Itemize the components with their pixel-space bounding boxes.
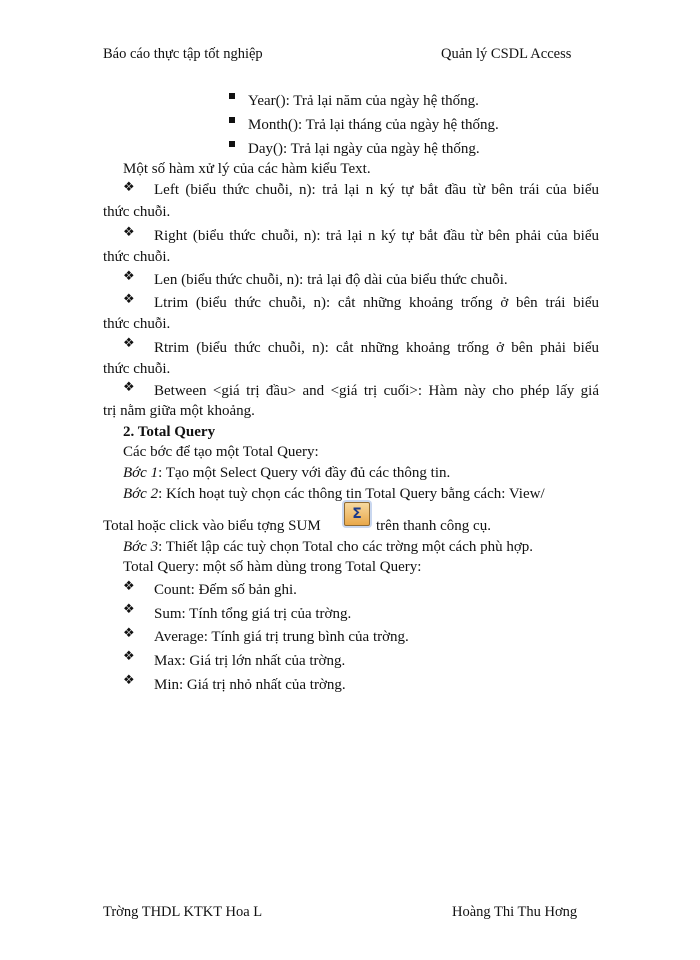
diamond-bullet-icon: ❖ <box>123 269 135 284</box>
list-item-left-cont: thức chuỗi. <box>103 204 171 220</box>
diamond-bullet-icon: ❖ <box>123 180 135 195</box>
step-2-label: Bớc 2 <box>123 486 159 502</box>
square-bullet-icon <box>229 141 235 147</box>
sum-icon: Σ <box>344 502 370 526</box>
step-3-text: : Thiết lập các tuỳ chọn Total cho các trờng một cách phù hợp. <box>158 539 534 555</box>
square-bullet-icon <box>229 93 235 99</box>
diamond-bullet-icon: ❖ <box>123 649 135 664</box>
step-1-text: : Tạo một Select Query với đầy đủ các thông tin. <box>158 465 451 481</box>
square-bullet-icon <box>229 117 235 123</box>
list-item-rtrim: Rtrim (biểu thức chuỗi, n): cắt những khoảng trống ở bên phải biểu <box>154 340 599 356</box>
list-item-year: Year(): Trả lại năm của ngày hệ thống. <box>248 93 479 109</box>
step-2 <box>123 484 545 504</box>
diamond-bullet-icon: ❖ <box>123 225 135 240</box>
list-item-average: Average: Tính giá trị trung bình của trờng. <box>154 629 409 645</box>
step-1-label: Bớc 1 <box>123 465 159 481</box>
list-item-right: Right (biểu thức chuỗi, n): trả lại n ký tự bắt đầu từ bên phải của biểu <box>154 228 599 244</box>
step-2-cont-after: trên thanh công cụ. <box>376 518 491 534</box>
header-left: Báo cáo thực tập tốt nghiệp <box>103 46 263 62</box>
step-3-label: Bớc 3 <box>123 539 159 555</box>
diamond-bullet-icon: ❖ <box>123 336 135 351</box>
diamond-bullet-icon: ❖ <box>123 602 135 617</box>
list-item-between-cont: trị nằm giữa một khoảng. <box>103 403 255 419</box>
list-item-len: Len (biểu thức chuỗi, n): trả lại độ dài của biểu thức chuỗi. <box>154 272 508 288</box>
footer-left: Trờng THDL KTKT Hoa L <box>103 904 263 920</box>
step-3 <box>123 537 533 557</box>
steps-intro: Các bớc để tạo một Total Query: <box>123 444 319 460</box>
step-2-cont-before: Total hoặc click vào biểu tợng SUM <box>103 518 321 534</box>
diamond-bullet-icon: ❖ <box>123 673 135 688</box>
list-item-between: Between <giá trị đầu> and <giá trị cuối>: Hàm này cho phép lấy giá <box>154 383 599 399</box>
list-item-max: Max: Giá trị lớn nhất của trờng. <box>154 653 346 669</box>
list-item-month: Month(): Trả lại tháng của ngày hệ thống. <box>248 117 499 133</box>
list-item-sum: Sum: Tính tổng giá trị của trờng. <box>154 606 352 622</box>
list-item-rtrim-cont: thức chuỗi. <box>103 361 171 377</box>
list-item-day: Day(): Trả lại ngày của ngày hệ thống. <box>248 141 480 157</box>
total-functions-intro: Total Query: một số hàm dùng trong Total Query: <box>123 559 422 575</box>
list-item-left: Left (biểu thức chuỗi, n): trả lại n ký tự bắt đầu từ bên trái của biểu <box>154 182 599 198</box>
diamond-bullet-icon: ❖ <box>123 579 135 594</box>
diamond-bullet-icon: ❖ <box>123 626 135 641</box>
footer-right: Hoàng Thi Thu Hơng <box>452 904 578 920</box>
step-2-text: : Kích hoạt tuỳ chọn các thông tin Total Query bằng cách: View/ <box>158 486 545 502</box>
step-1 <box>123 463 450 483</box>
list-item-right-cont: thức chuỗi. <box>103 249 171 265</box>
list-item-count: Count: Đếm số bản ghi. <box>154 582 297 598</box>
list-item-min: Min: Giá trị nhỏ nhất của trờng. <box>154 677 346 693</box>
diamond-bullet-icon: ❖ <box>123 292 135 307</box>
list-item-ltrim-cont: thức chuỗi. <box>103 316 171 332</box>
header-right: Quản lý CSDL Access <box>441 46 572 62</box>
list-item-ltrim: Ltrim (biểu thức chuỗi, n): cắt những khoảng trống ở bên trái biểu <box>154 295 599 311</box>
diamond-bullet-icon: ❖ <box>123 380 135 395</box>
text-functions-intro: Một số hàm xử lý của các hàm kiểu Text. <box>123 161 371 177</box>
section-title: 2. Total Query <box>123 424 216 440</box>
